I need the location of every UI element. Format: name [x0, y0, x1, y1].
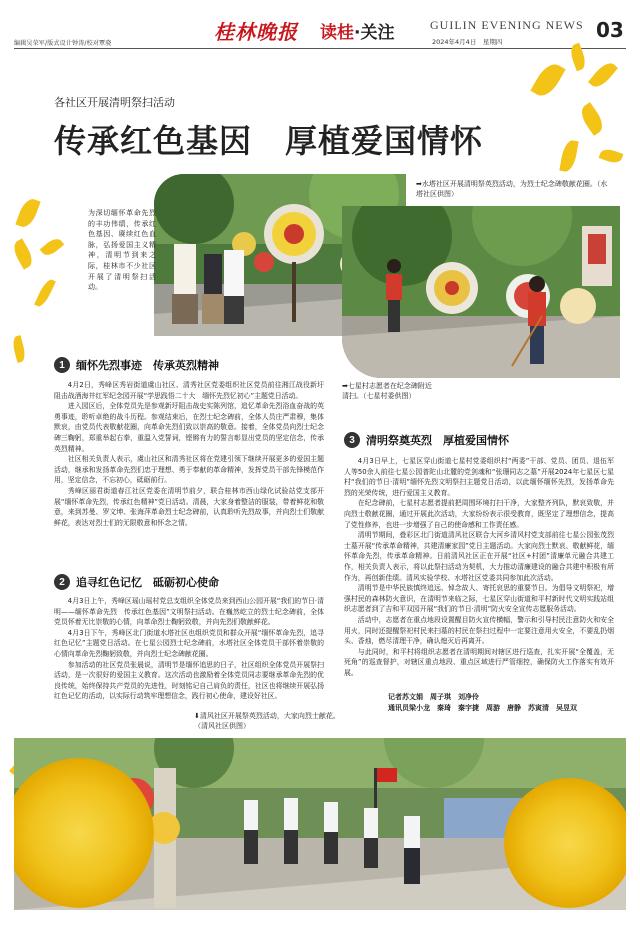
- petal-decoration: [559, 139, 578, 173]
- section-name: [320, 18, 394, 43]
- petal-decoration: [10, 238, 36, 269]
- section-heading-3: [344, 432, 509, 448]
- article-body-2: [54, 596, 324, 702]
- section-dot: ·: [354, 23, 361, 43]
- petal-decoration: [15, 196, 40, 230]
- section-title: 缅怀先烈事迹 传承英烈精神: [76, 359, 219, 372]
- petal-decoration: [11, 335, 27, 363]
- intro-sidebox: 为深切缅怀革命先烈的丰功伟绩，传承红色基因、赓续红色血脉，弘扬爱国主义精神，清明节到来之际，桂林市不少社区开展了清明祭扫活动。: [88, 209, 156, 292]
- photo-flower-tribute: [14, 738, 626, 910]
- petal-decoration: [588, 59, 618, 91]
- petal-decoration: [34, 277, 56, 308]
- section-number: 2: [54, 574, 70, 590]
- photo-volunteers-sweeping: [342, 206, 620, 378]
- paragraph: 在纪念碑前，七星村志愿者提前把周围环境打扫干净，大家整齐列队，默哀致敬，并向烈士敬献花圈，通过开展此次活动，大家纷纷表示很受教育，既坚定了理想信念，提高了党性修养，也进一步增强了自己的使命感和工作责任感。: [344, 499, 614, 529]
- paragraph: 4月3日早上，七星区穿山街道七星村党委组织村“两委”干部、党员、团员、退伍军人等50余人前往七星公园普陀山北麓的党剑魂和“张珊同志之墓”开展2024年七星区七星村“我们的节日·清明”缅怀先烈文明祭扫主题党日活动，以此缅怀缅怀先烈，发扬革命先烈的光荣传统，进行爱国主义教育。: [344, 457, 614, 497]
- paragraph: 4月3日上午，秀峰区瑶山瑶村党总支组织全体党员来到西山公园开展“我们的节日·清明——缅怀革命先烈 传承红色基因”文明祭扫活动。在巍然屹立的烈士纪念碑前，全体党员怀着无比崇敬的心情，向革命烈士鞠躬致敬，并向先烈们敬献鲜花。: [54, 597, 324, 627]
- paragraph: 秀峰区丽君街道春江社区党委在清明节前夕，联合桂林市西山绿化试验站党支部开展“缅怀革命先烈，传承红色精神”党日活动。清晨，大家身着整洁的服装，带着鲜花和敬意，来到苏曼、罗文坤、张海萍革命烈士纪念碑前，认真聆听先烈故事，并向烈士们敬献鲜花，表达对烈士们的无限敬意和怀念之情。: [54, 486, 324, 527]
- paragraph: 与此同时，和平村将组织志愿者在清明期间对辖区进行巡查，扎实开展“全覆盖，无死角”的巡查督护，对辖区重点地段、重点区域进行严管细控，确保防火工作落实有效开展。: [344, 647, 614, 677]
- paragraph: 清明节是中华民族慎终追远、悼念故人、寄托哀思的重要节日。为倡导文明祭祀，增强村民的森林防火意识，在清明节来临之际，七星区穿山街道和平村新时代文明实践站组织志愿者到了吉和平双园开展“我们的节日·清明”防火安全宣传志愿服务活动。: [344, 584, 614, 614]
- petal-decoration: [599, 147, 624, 166]
- paragraph: 4月3日下午，秀峰区北门街道水塔社区也组织党员和群众开展“缅怀革命先烈，追寻红色记忆”主题党日活动。在七星公园烈士纪念碑前，水塔社区全体党员干部怀着崇敬的心情向革命先烈鞠躬致敬，并向烈士纪念碑献花圈。: [54, 628, 324, 658]
- header-rule: [14, 48, 626, 49]
- headline: 传承红色基因 厚植爱国情怀: [54, 122, 484, 160]
- paragraph: 4月2日，秀峰区秀岩街道虞山社区、清秀社区党委组织社区党员前往湘江战役新圩阻击战酒海井红军纪念园开展“学思践悟二十大 缅怀先烈忆初心”主题党日活动。: [54, 381, 324, 400]
- paragraph: 社区相关负责人表示，虞山社区和清秀社区将在党建引领下继续开展更多的爱国主题活动，继承和发扬革命先烈们忠于理想、勇于奉献的革命精神，发挥党员干部先锋模范作用，坚定信念，不忘初心，砥砺前行。: [54, 455, 324, 485]
- paragraph: 进入园区后，全体党员先是参观新圩阻击战史实陈列馆，追忆革命先烈浴血奋战的英勇事迹，聆听卓绝的战斗历程。参观结束后，在烈士纪念碑前，全体人员庄严肃穆，集体默哀，由党员代表敬献花圈，向革命先烈们致以崇高的敬意。接着，全体党员向烈士纪念碑三鞠躬，郑重举起右拳，重温入党誓词，铿锵有力的誓言彰显出党员的坚定信念，传承英烈精神。: [54, 402, 324, 453]
- english-masthead: GUILIN EVENING NEWS: [430, 18, 584, 32]
- editors-line: 编辑吴荣军/版式设计钟涛/校对覃骁: [14, 40, 112, 47]
- byline: [388, 692, 577, 714]
- paragraph: 活动中，志愿者在重点地段设置醒目防火宣传横幅，警示和引导村民注意防火和安全用火，同时还提醒祭祀村民来扫墓的村民在祭扫过程中一定要注意用火安全，不要乱扔烟头、香烛，燃尽清理干净，确认熄灭后再离开。: [344, 615, 614, 646]
- byline-reporters: 记者苏文娟 周子琪 刘净伶: [388, 693, 479, 701]
- page-number: 03: [596, 18, 624, 42]
- issue-date: 2024年4月4日 星期四: [432, 38, 503, 46]
- petal-decoration: [568, 43, 588, 72]
- section-name-b: 关注: [360, 23, 395, 43]
- section-name-a: 读桂: [320, 23, 354, 43]
- petal-decoration: [530, 59, 565, 100]
- newspaper-logo: 桂林晚报: [214, 20, 298, 44]
- section-number: 3: [344, 432, 360, 448]
- section-title: 清明祭奠英烈 厚植爱国情怀: [366, 434, 509, 447]
- caption-qixing-village: ➡七星村志愿者在纪念碑附近清扫。（七星村委供图）: [342, 382, 432, 400]
- section-heading-1: [54, 357, 219, 373]
- section-number: 1: [54, 357, 70, 373]
- byline-correspondents: 通讯员梁小龙 秦琦 秦宇捷 周游 唐静 苏寅清 吴昱双: [388, 704, 577, 712]
- headline-kicker: 各社区开展清明祭扫活动: [54, 96, 175, 109]
- caption-water-tower: ➡水塔社区开展清明祭英烈活动，为烈士纪念碑敬献花圈。（水塔社区供图）: [416, 180, 608, 198]
- petal-decoration: [40, 235, 65, 258]
- chrysanthemum-right: [504, 778, 626, 908]
- section-title: 追寻红色记忆 砥砺初心使命: [76, 576, 219, 589]
- paragraph: 清明节期间，叠彩区北门街道清风社区联合大河乡清风村党支部前往七星公园张茂烈士墓开展“传承革命精神，共建清廉家园”党日主题活动。大家向烈士默哀、敬献鲜花，缅怀革命先烈，传承革命精神。日前清风社区正在开展“社区+村团”清廉单元融合共建工作，相关负责人表示，将以此祭扫活动为契机，大力推动清廉建设的融合共建中积极有所作为，再创新佳绩。清风实验学校、水塔社区党委共同参加此次活动。: [344, 531, 614, 582]
- section-heading-2: [54, 574, 219, 590]
- paragraph: 参加活动的社区党员张晨说，清明节是缅怀追思的日子，社区组织全体党员开展祭扫活动，是一次很好的爱国主义教育。这次活动也激励着全体党员同志要继承革命先烈的优良传统，始终保持共产党员的先进性，时刻铭记自己肩负的责任，社区也将继续开展弘扬红色记忆的活动，以实际行动筑牢理想信念，践行初心使命，建设好社区。: [54, 660, 324, 701]
- article-body-1: [54, 380, 324, 528]
- article-body-3: [344, 456, 614, 678]
- caption-qingfeng: ⬇清风社区开展祭英烈活动，大家向烈士献花。（清风社区供图）: [194, 712, 340, 730]
- petal-decoration: [577, 102, 607, 136]
